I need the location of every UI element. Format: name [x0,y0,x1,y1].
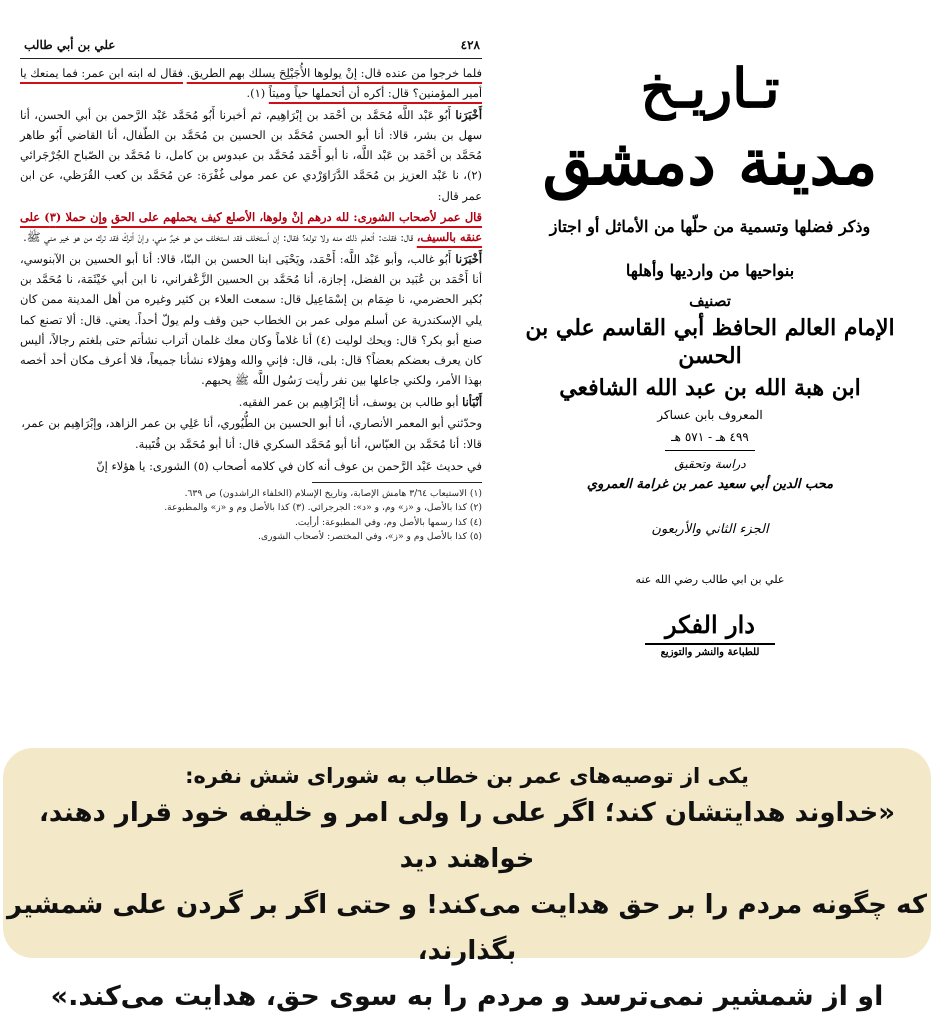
cover-subtitle-1: وذكر فضلها وتسمية من حلّها من الأماثل أو اجتاز [549,217,871,236]
highlight-quote-2: وإن حملا (٣) على عنقه بالسيف، [20,210,482,245]
publisher-rule [645,643,775,645]
running-title: علي بن أبي طالب [24,38,116,52]
footnote-divider [312,482,482,483]
paragraph-text: قالا: أنا مُحَمَّد بن العبّاس، أنا أبو مُحَمَّد السكري قال: أنا أبو مُحَمَّد بن قُتَيبة. [135,437,482,452]
paragraph-lead: أَخْبَرَنا [455,251,482,266]
paragraph [20,413,482,433]
cover-study: دراسة وتحقيق [674,457,746,471]
cover-author-1: الإمام العالم الحافظ أبي القاسم علي بن الحسن [525,315,895,369]
publisher-logo: دار الفكر [665,610,755,639]
cover-page [500,40,920,740]
caption-line-2: که چگونه مردم را بر حق هدایت می‌کند! و حتی اگر بر گردن علی شمشیر بگذارند، [7,890,927,966]
cover-volume: الجزء الثاني والأربعون [651,522,769,537]
caption-box [3,748,931,1012]
cover-subtitle-2: بنواحيها من وارديها وأهلها [625,261,795,280]
paragraph-text: وحدّثني أبو المعمر الأنصاري، أنا أبو الحسين بن الطُّيُوري، أنا عَلِي بن عمر الزاهد، وإبْرَاهِيم بن عمر، [21,416,482,431]
paragraph-lead: أَنْبَأنا [462,394,482,409]
paragraph-text: في حديث عَبْد الرَّحمن بن عوف أنه كان في كلامه أصحاب (٥) الشورى: يا هؤلاء إنّ [96,458,482,473]
cover-divider [665,450,755,451]
caption-intro: یکی از توصیه‌های عمر بن خطاب به شورای شش نفره: [185,764,749,788]
page-body [20,63,482,545]
paragraph [20,456,482,476]
cover-title-line2: مدينة دمشق [542,125,878,200]
caption-line-1: «خداوند هدایتشان کند؛ اگر علی را ولی امر و خلیفه خود قرار دهند، خواهند دید [38,798,896,874]
paragraph [20,392,482,412]
cover-dates: ٤٩٩ هـ - ٥٧١ هـ [671,430,749,444]
paragraph [20,105,482,206]
paragraph-text: أَبُو عَبْد اللَّه مُحَمَّد بن أحْمَد بن إبْرَاهِيم، ثم أخبرنا أَبُو مُحَمَّد عَبْد الرَّحمن بن أبي الحسن، أنا سهل بن بشر، قالا: أنا أبو الحسن مُحَمَّد بن الحسين بن مُحَمَّد بن الطّفال، أنا القاضي أَبُو طاهر مُحَمَّد بن أحْمَد بن عَبْد اللَّه، نا أبو أَحْمَد مُحَمَّد بن عبدوس بن كامل، نا مُحَمَّد بن الصّباح الجُرْجَرائي (٢)، نا عَبْد العزيز بن مُحَمَّد الدَّرَاوَرْدي عن عمر مولى غُفْرَة: عن مُحَمَّد بن كعب القُرَظي، عن ابن عمر قال: [20,107,482,203]
highlight-quote: قال عمر لأصحاب الشورى: لله درهم إنْ ولوها، الأصلع كيف يحملهم على الحق [111,210,483,225]
paragraph-text: قال: فقلت: أتعلم ذلك منه ولا توله؟ فقال: إن أستخلف فقد استخلف من هو خيرٌ مني، وإنْ أتركْ فقد ترك من هو خير مني ﷺ. [23,230,414,245]
paragraph-text: أَبُو غالب، وأبو عَبْد اللَّه: أَحْمَد، ويَحْيَى ابنا الحسن بن البنّا، قالا: أنا أبو الحسين بن الآبنوسي، أنا أَحْمَد بن عُبَيد بن الفضل، إجازة، أنا مُحَمَّد بن الحسين الزَّعْفراني، نا ابن أبي خَيْثَمَة، نا مُحَمَّد بن بُكير الحضرمي، نا ضِمَام بن إسْمَاعِيل قال: سمعت العلاء بن كثير وغيره من أهل المدينة ممن كان يلي الإسكندرية عن أسلم مولى عمر بن الخطاب حين وقف ولم يولّ أحداً. يعني. قال: ألا تصنع كما صنع أبو بكر؟ قال: ويحك لوليت (٤) أنا غلاماً وكان معك غلمان أتراب نشأتم حتى بلغتم رجالاً، أليس كان يعرف بعضكم بعضاً؟ قال: بلى، قال: فإني والله وهؤلاء نشأنا جميعاً، فلا أعرف مكان أحد أخصه بهذا الأمر، ولكني جاعلها بين نفر رأيت رَسُول اللَّه ﷺ يحبهم. [20,251,483,388]
paragraph [20,63,482,104]
footnote: (٥) كذا بالأصل وم و «ز»، وفي المختصر: لأصحاب الشورى. [258,531,482,543]
paragraph-text: أبو طالب بن يوسف، أنا إبْرَاهِيم بن عمر الفقيه. [238,394,459,409]
paragraph-lead: أَخْبَرَنا [455,107,482,122]
paragraph [20,434,482,454]
caption-line-3: او از شمشیر نمی‌ترسد و مردم را به سوی حق، هدایت می‌کند.» [50,981,884,1012]
cover-editor: محب الدين أبي سعيد عمر بن غرامة العمروي [586,477,834,492]
footnote: (٢) كذا بالأصل، و «ز» وم، و «د»: الجرجرائي. (٣) كذا بالأصل وم و «ز» والمطبوعة. [164,502,482,514]
cover-known-as: المعروف بابن عساكر [657,408,763,422]
footnote-ref: (١). [246,86,266,101]
footnote: (٤) كذا رسمها بالأصل وم، وفي المطبوعة: أرأيت. [295,516,482,528]
page-number: ٤٢٨ [460,38,480,52]
highlighted-paragraph [20,207,482,248]
cover-tasnif: تصنيف [689,292,731,310]
footnote: (١) الاستيعاب ٣/٦٤ هامش الإصابة، وتاريخ الإسلام (الخلفاء الراشدون) ص ٦٣٩. [184,487,482,499]
cover-author-2: ابن هبة الله بن عبد الله الشافعي [559,375,861,401]
text-page [20,38,482,545]
page-header [20,38,482,59]
cover-volume-note: علي بن ابي طالب رضي الله عنه [635,573,785,586]
cover-title-line1: تـاريـخ [640,56,780,120]
paragraph [20,249,482,391]
publisher-subtitle: للطباعة والنشر والتوزيع [660,647,760,658]
paragraph-text: فلما خرجوا من عنده قال: إنْ يولوها الأُجَيْلِحَ يسلك بهم الطريق. [186,66,482,80]
caption-banner [0,748,934,1012]
paragraph-text-underlined: فقال له ابنه ابن عمر: فما يمنعك يا أمير المؤمنين؟ قال: أكره أن أتحملها حياً وميتاً [20,66,482,101]
